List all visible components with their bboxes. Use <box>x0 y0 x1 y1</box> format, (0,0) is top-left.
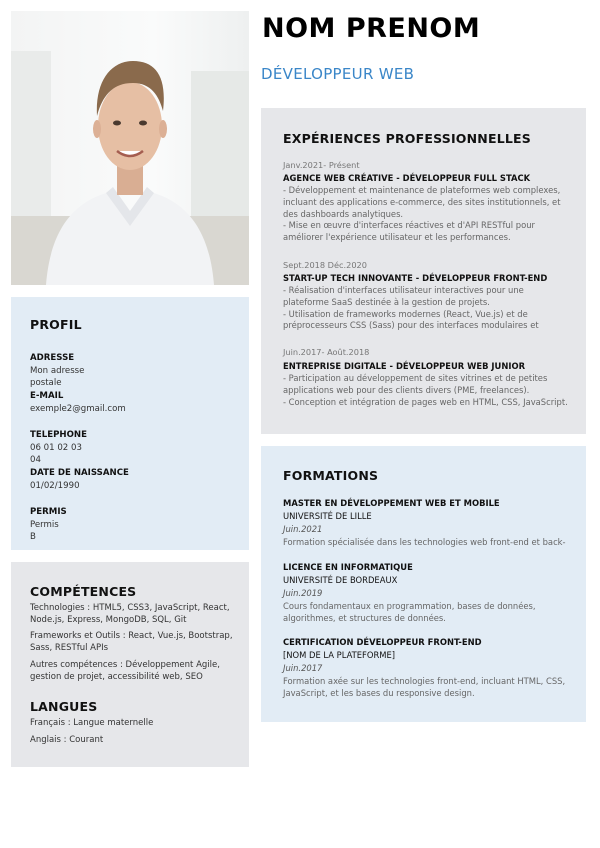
experience-title: ENTREPRISE DIGITALE - DÉVELOPPEUR WEB JUNIOR <box>283 361 526 371</box>
experience-title: AGENCE WEB CRÉATIVE - DÉVELOPPEUR FULL STACK <box>283 173 531 183</box>
email-value: exemple2@gmail.com <box>30 404 126 414</box>
permis-label: PERMIS <box>30 507 67 517</box>
experiences-heading: EXPÉRIENCES PROFESSIONNELLES <box>283 131 531 146</box>
description-line: Formation axée sur les technologies front-end, incluant HTML, CSS, <box>283 676 566 686</box>
formation-school: [NOM DE LA PLATEFORME] <box>283 650 396 660</box>
description-line: Formation spécialisée dans les technologies web front-end et back- <box>283 537 566 547</box>
description-line: des dashboards analytiques. <box>283 208 404 219</box>
description-line: - Développement et maintenance de plateformes web complexes, <box>283 185 561 195</box>
formation-school: UNIVERSITÉ DE LILLE <box>283 511 372 521</box>
competence-line: Autres compétences : Développement Agile, <box>30 660 220 670</box>
telephone-label: TELEPHONE <box>30 430 87 440</box>
formation-title: LICENCE EN INFORMATIQUE <box>283 562 413 572</box>
experience-description <box>283 285 568 332</box>
formation-year: Juin.2019 <box>283 588 323 598</box>
experience-description <box>283 185 568 244</box>
portrait-image <box>11 11 249 285</box>
experience-title: START-UP TECH INNOVANTE - DÉVELOPPEUR FRONT-END <box>283 273 548 283</box>
description-line: incluant des applications e-commerce, des sites institutionnels, et <box>283 196 561 207</box>
competence-line: Node.js, Express, MongoDB, SQL, Git <box>30 614 187 625</box>
telephone-line-2: 04 <box>30 455 41 465</box>
formation-year: Juin.2021 <box>283 524 323 534</box>
experience-date: Sept.2018 Déc.2020 <box>283 260 367 270</box>
competence-item <box>30 603 235 627</box>
formation-school: UNIVERSITÉ DE BORDEAUX <box>283 575 398 585</box>
experience-description <box>283 373 568 408</box>
langues-heading: LANGUES <box>30 699 98 714</box>
naissance-value: 01/02/1990 <box>30 481 80 491</box>
description-line: Cours fondamentaux en programmation, bases de données, <box>283 601 536 611</box>
formation-description <box>283 537 568 549</box>
formation-description <box>283 601 568 625</box>
experience-date: Janv.2021- Présent <box>283 160 360 170</box>
description-line: - Réalisation d'interfaces utilisateur interactives pour une <box>283 285 524 295</box>
formation-year: Juin.2017 <box>283 663 323 673</box>
permis-line-1: Permis <box>30 520 59 530</box>
naissance-label: DATE DE NAISSANCE <box>30 468 129 478</box>
profil-heading: PROFIL <box>30 317 82 332</box>
adresse-line-2: postale <box>30 378 62 388</box>
candidate-name: NOM PRENOM <box>262 13 481 44</box>
profile-photo <box>11 11 249 285</box>
job-title: DÉVELOPPEUR WEB <box>261 65 415 83</box>
description-line: - Conception et intégration de pages web en HTML, CSS, JavaScript. <box>283 396 568 407</box>
description-line: - Mise en œuvre d'interfaces réactives et d'API RESTful pour <box>283 220 535 231</box>
competence-line: Frameworks et Outils : React, Vue.js, Bootstrap, <box>30 631 233 641</box>
formation-title: CERTIFICATION DÉVELOPPEUR FRONT-END <box>283 637 482 647</box>
competence-line: Technologies : HTML5, CSS3, JavaScript, React, <box>30 603 230 613</box>
experience-date: Juin.2017- Août.2018 <box>283 347 370 357</box>
langue-item: Anglais : Courant <box>30 735 104 745</box>
adresse-line-1: Mon adresse <box>30 366 85 376</box>
permis-line-2: B <box>30 532 36 542</box>
email-label: E-MAIL <box>30 391 64 401</box>
description-line: - Participation au développement de sites vitrines et de petites <box>283 373 548 383</box>
description-line: plateforme SaaS destinée à la gestion de projets. <box>283 296 490 307</box>
competence-line: Sass, RESTful APIs <box>30 642 109 653</box>
telephone-line-1: 06 01 02 03 <box>30 443 82 453</box>
competence-item <box>30 660 235 684</box>
description-line: préprocesseurs CSS (Sass) pour des interfaces modulaires et <box>283 320 539 331</box>
langue-item: Français : Langue maternelle <box>30 718 154 728</box>
description-line: algorithmes, et structures de données. <box>283 612 446 623</box>
description-line: - Utilisation de frameworks modernes (React, Vue.js) et de <box>283 308 528 319</box>
formations-heading: FORMATIONS <box>283 468 379 483</box>
competences-heading: COMPÉTENCES <box>30 584 137 599</box>
formation-description <box>283 676 568 700</box>
description-line: JavaScript, et les bases du responsive design. <box>283 687 475 698</box>
description-line: améliorer l'expérience utilisateur et les performances. <box>283 232 511 243</box>
adresse-label: ADRESSE <box>30 353 75 363</box>
formation-title: MASTER EN DÉVELOPPEMENT WEB ET MOBILE <box>283 498 500 508</box>
description-line: applications web pour des clients divers (PME, freelances). <box>283 384 530 395</box>
competence-line: gestion de projet, accessibilité web, SEO <box>30 671 203 682</box>
competence-item <box>30 631 235 655</box>
